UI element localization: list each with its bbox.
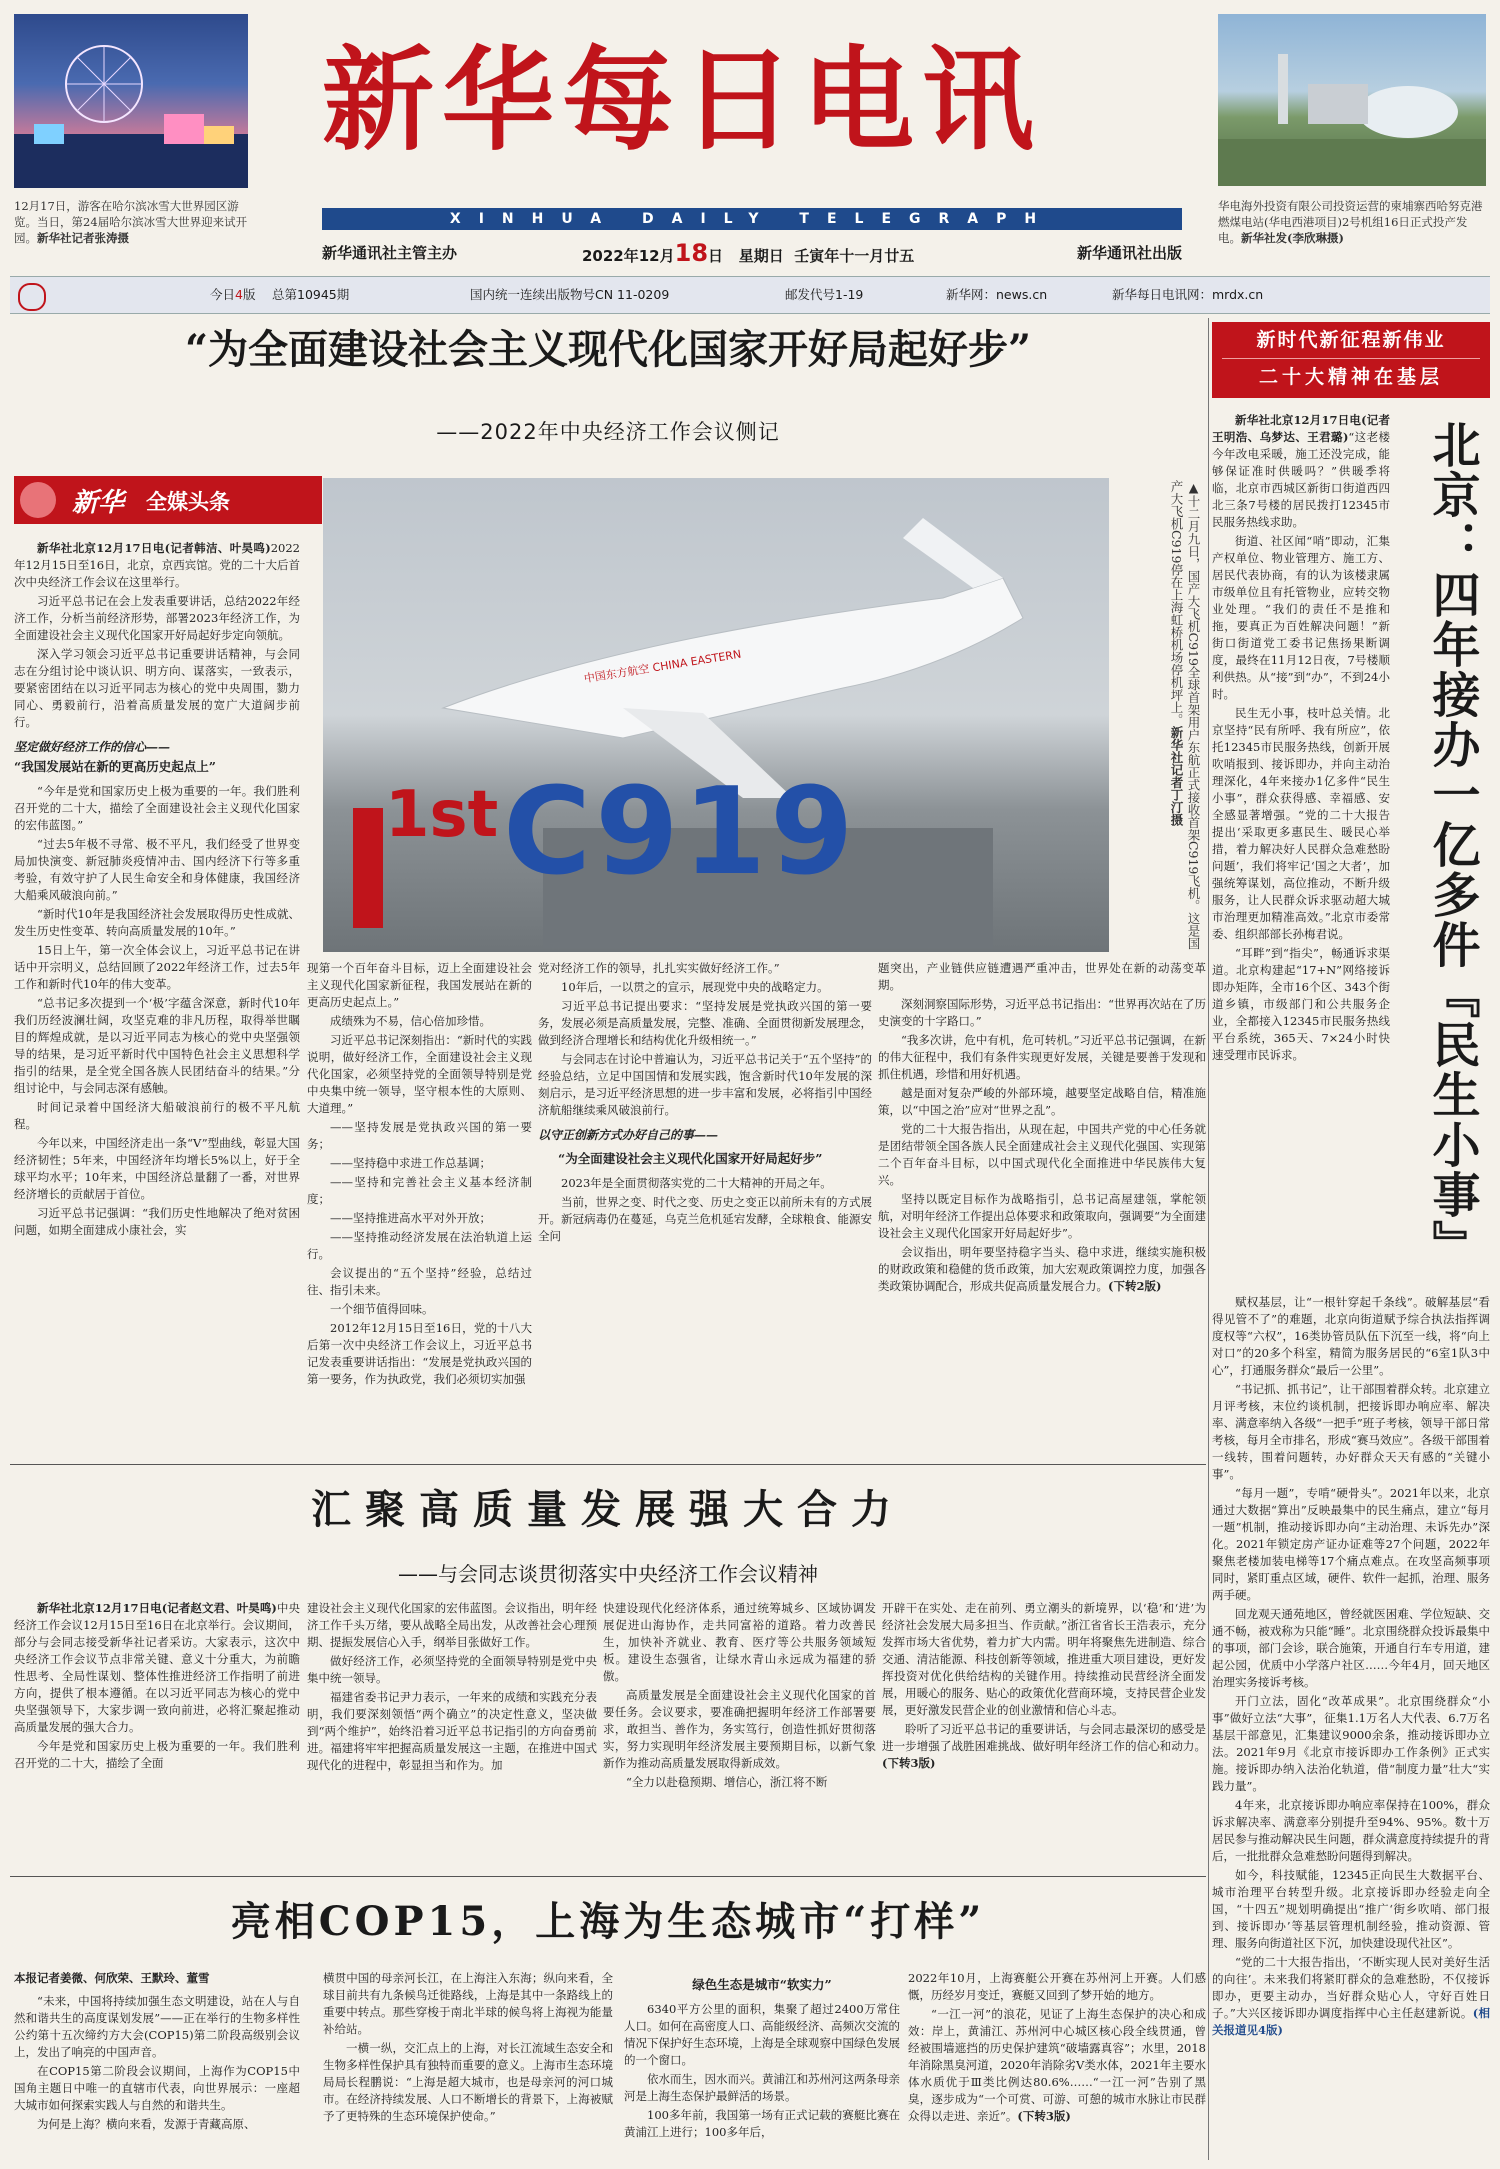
masthead-logo — [322, 26, 1182, 176]
info-post: 邮发代号1-19 — [785, 287, 864, 302]
left-masthead-caption: 12月17日，游客在哈尔滨冰雪大世界园区游览。当日，第24届哈尔滨冰雪大世界迎来试开园。新华社记者张涛摄 — [14, 199, 248, 245]
right-masthead-caption: 华电海外投资有限公司投资运营的柬埔寨西哈努克港燃煤电站(华电西港项目)2号机组16日正式投产发电。新华社发(李欣琳摄) — [1218, 199, 1483, 245]
masthead-dateline — [322, 238, 1182, 268]
lead-sec2-title: “为全面建设社会主义现代化国家开好局起好步” — [558, 1151, 823, 1166]
second-column-1: 新华社北京12月17日电(记者赵文君、叶昊鸣)中央经济工作会议12月15日至16日在北京举行。会议期间，部分与会同志接受新华社记者采访。大家表示，这次中央经济工作会议节点非常关键、意义十分重大，为前瞻性思考、全局性谋划、整体性推进经济工作指明了前进方向，提供了根本遵循。在以习近平同志为核心的党中央坚强领导下，大家步调一致向前进，必将汇聚起推动高质量发展的强大合力。 今年是党和国家历史上极为重要的一年。我们胜利召开党的二十大，描绘了全面 — [14, 1601, 300, 1770]
sidebar-banner-line1: 新时代新征程新伟业 — [1222, 322, 1480, 359]
second-subhead: ——与会同志谈贯彻落实中央经济工作会议精神 — [398, 1562, 818, 1586]
third-jump-link[interactable]: (下转3版) — [1017, 2109, 1071, 2123]
c919-photo — [323, 478, 1109, 952]
third-column-1: 本报记者姜微、何欣荣、王默玲、董雪 “未来，中国将持续加强生态文明建设，站在人与自然和谐共生的高度谋划发展”——正在举行的生物多样性公约第十五次缔约方大会(COP15)第二阶段高级别会议上，发出了响亮的中国声音。 在COP15第二阶段会议期间，上海作为COP15中国角主题日中唯一的直辖市代表，向世界展示：一座超大城市如何探索实践人与自然的和谐共生。 为何是上海？横向来看，发源于青藏高原、 — [14, 1971, 300, 2131]
info-today: 今日4版 — [210, 287, 256, 302]
lead-column-2: 现第一个百年奋斗目标，迈上全面建设社会主义现代化国家新征程，我国发展站在新的更高历史起点上。” 成绩殊为不易，信心倍加珍惜。 习近平总书记深刻指出：“新时代的实践说明，做好经济工作，全面建设社会主义现代化国家，必须坚持党的全面领导特别是党中央集中统一领导，坚守根本性的大原则、大道理。” ——坚持发展是党执政兴国的第一要务； ——坚持稳中求进工作总基调； ——坚持和完善社会主义基本经济制度； ——坚持推进高水平对外开放； ——坚持推动经济发展在法治轨道上运行。 会议提出的“五个坚持”经验，总结过往、指引未来。 一个细节值得回味。 2012年12月15日至16日，党的十八大后第一次中央经济工作会议上，习近平总书记发表重要讲话指出：“发展是党执政兴国的第一要务，作为执政党，我们必须切实加强 — [307, 961, 532, 1386]
lead-headline: “为全面建设社会主义现代化国家开好局起好步” — [184, 326, 1031, 373]
sidebar-headline: 北京：四年接办一亿多件『民生小事』 — [1424, 420, 1480, 1270]
sidebar-column-bottom: 赋权基层，让“一根针穿起千条线”。破解基层“看得见管不了”的难题，北京向街道赋予综合执法指挥调度权等“六权”，16类协管员队伍下沉至一线，将“向上对口”的20多个科室，精简为服务居民的“6室1队3中心”，打通服务群众“最后一公里”。 “书记抓、抓书记”，让干部围着群众转。北京建立月评考核，末位约谈机制，把接诉即办响应率、解决率、满意率纳入各级“一把手”班子考核，领导干部日常考核，每月全市排名，形成“赛马效应”。各级干部围着一线转，围着问题转，办好群众天天有感的“关键小事”。 “每月一题”，专啃“硬骨头”。2021年以来，北京通过大数据“算出”反映最集中的民生痛点，建立“每月一题”机制，推动接诉即办向“主动治理、未诉先办”深化。2021年锁定房产证办证难等27个问题，2022年聚焦老楼加装电梯等17个痛点难点。在攻坚高频事项同时，紧盯重点区域，硬件、软件一起抓，治理、服务两手硬。 回龙观天通苑地区，曾经就医困难、学位短缺、交通不畅，被戏称为只能“睡”。北京围绕群众投诉最集中的事项，部门会诊，联合施策，开通自行车专用道，建起公园，优质中小学落户社区……今年4月，回天地区治理实务接诉考核。 开门立法，固化“改革成果”。北京围绕群众“小事”做好立法“大事”，征集1.1万名人大代表、6.7万名基层干部意见，汇集建议9000余条，推动接诉即办立法。2021年9月《北京市接诉即办工作条例》正式实施。接诉即办纳入法治化轨道，借“制度力量”壮大“实践力量”。 4年来，北京接诉即办响应率保持在100%，群众诉求解决率、满意率分别提升至94%、95%。数十万居民参与推动解决民生问题，群众满意度持续提升的背后，一批批群众急难愁盼问题得到解决。 如今，科技赋能，12345正向民生大数据平台、城市治理平台转型升级。北京接诉即办经验走向全国，“十四五”规划明确提出“推广‘街乡吹哨、部门报到、接诉即办’等基层管理机制经验，推动资源、管理、服务向街道社区下沉，加快建设现代社区”。 “党的二十大报告指出，‘不断实现人民对美好生活的向往’。未来我们将紧盯群众的急难愁盼，不仅接诉即办，更要主动办，当好群众贴心人，守好百姓日子。”大兴区接诉即办调度指挥中心主任赵建新说。(相关报道见4版) — [1212, 1295, 1490, 2037]
badge-brand: 新华 — [72, 488, 125, 518]
second-headline: 汇聚高质量发展强大合力 — [311, 1486, 905, 1533]
c919-photo-caption: ▲十二月九日，国产大飞机C919全球首架用户东航正式接收首架C919飞机。这是国产大飞机C919停在上海虹桥机场停机坪上。新华社记者丁汀摄 — [1169, 480, 1201, 950]
c919-banner-first: 1st — [385, 778, 499, 852]
divider-1 — [10, 1464, 1206, 1465]
second-column-4: 开辟干在实处、走在前列、勇立潮头的新境界，以‘稳’和‘进’为经济社会发展大局多担当、作贡献。”浙江省省长王浩表示，充分发挥市场大省优势，着力扩大内需。明年将聚焦先进制造、综合交通、清洁能源、科技创新等领域，推进重大项目建设，更好发挥投资对优化供给结构的关键作用。持续推动民营经济全面发展，用暖心的服务、贴心的政策优化营商环境，支持民营企业发展，更好激发民营企业的创业激情和信心斗志。 聆听了习近平总书记的重要讲话，与会同志最深切的感受是进一步增强了战胜困难挑战、做好明年经济工作的信心和动力。(下转3版) — [882, 1601, 1206, 1770]
info-mweb: 新华每日电讯网：mrdx.cn — [1112, 287, 1264, 302]
lead-sec1-label: 坚定做好经济工作的信心—— — [14, 740, 171, 754]
c919-banner-model: C919 — [503, 763, 858, 902]
lead-sec1-title: “我国发展站在新的更高历史起点上” — [14, 759, 216, 774]
lead-badge — [14, 476, 322, 524]
sidebar-column-top: 新华社北京12月17日电(记者王明浩、乌梦达、王君璐)“这老楼今年改电采暖，施工还没完成，能够保证准时供暖吗？”供暖季将临，北京市西城区新街口街道西四北三条7号楼的居民拨打12345市民服务热线求助。 街道、社区闻“哨”即动，汇集产权单位、物业管理方、施工方、居民代表协商，有的认为该楼隶属市级单位且有托管物业，应转交物业处理。“我们的责任不是推和拖，要真正为百姓解决问题！”新街口街道党工委书记焦扬果断调度，最终在11月12日夜，7号楼顺利供热。从“接”到“办”，不到24小时。 民生无小事，枝叶总关情。北京坚持“民有所呼、我有所应”，依托12345市民服务热线，创新开展吹哨报到、接诉即办，并向主动治理深化，4年来接办1亿多件“民生小事”，群众获得感、幸福感、安全感显著增强。“党的二十大报告提出‘采取更多惠民生、暖民心举措，着力解决好人民群众急难愁盼问题’，我们将牢记‘国之大者’，加强统筹谋划，高位推动，不断升级服务，让人民群众诉求驱动超大城市治理更加精准高效。”北京市委常委、组织部部长孙梅君说。 “耳畔”到“指尖”，畅通诉求渠道。北京构建起“17+N”网络接诉即办矩阵，全市16个区、343个街道乡镇，市级部门和公共服务企业，全都接入12345市民服务热线平台系统，365天、7×24小时快速受理市民诉求。 — [1212, 413, 1390, 1062]
third-byline: 本报记者姜微、何欣荣、王默玲、董雪 — [14, 1971, 210, 1985]
second-column-2: 建设社会主义现代化国家的宏伟蓝图。会议指出，明年经济工作千头万绪，要从战略全局出发，从改善社会心理预期、提振发展信心入手，纲举目张做好工作。 做好经济工作，必须坚持党的全面领导特别是党中央集中统一领导。 福建省委书记尹力表示，一年来的成绩和实践充分表明，我们要深刻领悟“两个确立”的决定性意义，坚决做到“两个维护”，始终沿着习近平总书记指引的方向奋勇前进。福建将牢牢把握高质量发展这一主题，在推进中国式现代化的进程中，彰显担当和作为。加 — [307, 1601, 597, 1772]
badge-logo-icon — [20, 482, 56, 518]
lead-sec2-label: 以守正创新方式办好自己的事—— — [538, 1128, 719, 1142]
masthead-title: 新华每日电讯 — [322, 35, 1042, 166]
sidebar-banner-line2: 二十大精神在基层 — [1258, 366, 1443, 388]
info-cn: 国内统一连续出版物号CN 11-0209 — [470, 287, 670, 302]
masthead-publisher: 新华通讯社出版 — [1076, 244, 1182, 262]
info-web: 新华网：news.cn — [946, 287, 1048, 302]
info-bar — [10, 276, 1490, 314]
third-subtitle: 绿色生态是城市“软实力” — [692, 1977, 832, 1992]
badge-text: 全媒头条 — [146, 489, 230, 514]
lead-jump-link[interactable]: (下转2版) — [1108, 1279, 1162, 1293]
lead-subhead: ——2022年中央经济工作会议侧记 — [436, 420, 780, 444]
sidebar-banner — [1212, 322, 1490, 398]
sidebar-divider — [1208, 318, 1209, 2160]
lead-column-3: 党对经济工作的领导，扎扎实实做好经济工作。” 10年后，一以贯之的宣示，展现党中央的战略定力。 习近平总书记提出要求：“坚持发展是党执政兴国的第一要务，发展必须是高质量发展，完整、准确、全面贯彻新发展理念，做到经济合理增长和结构优化升级相统一。” 与会同志在讨论中普遍认为，习近平总书记关于“五个坚持”的经验总结，立足中国国情和发展实践，饱含新时代10年发展的深刻启示，是习近平经济思想的进一步丰富和发展，必将指引中国经济航船继续乘风破浪前行。 以守正创新方式办好自己的事—— “为全面建设社会主义现代化国家开好局起好步” 2023年是全面贯彻落实党的二十大精神的开局之年。 当前，世界之变、时代之变、历史之变正以前所未有的方式展开。新冠病毒仍在蔓延，乌克兰危机延宕发酵，全球粮食、能源安全问 — [538, 961, 872, 1243]
c919-plane-livery: 中国东方航空 CHINA EASTERN — [583, 647, 743, 686]
info-issue: 总第10945期 — [272, 287, 350, 302]
masthead-date: 2022年12月18日 星期日 壬寅年十一月廿五 — [582, 239, 915, 267]
left-masthead-photo — [14, 14, 248, 188]
third-column-2: 横贯中国的母亲河长江，在上海注入东海；纵向来看，全球目前共有九条候鸟迁徙路线，上海是其中一条路线上的重要中转点。那些穿梭于南北半球的候鸟将上海视为能量补给站。 一横一纵，交汇点上的上海，对长江流域生态安全和生物多样性保护具有独特而重要的意义。上海市生态环境局局长程鹏说：“上海是超大城市，也是母亲河的河口城市。在经济持续发展、人口不断增长的背景下，上海被赋予了更特殊的生态环境保护使命。” — [323, 1971, 613, 2123]
right-masthead-photo — [1218, 14, 1486, 186]
masthead-pinyin-bar: XINHUA DAILY TELEGRAPH — [322, 208, 1182, 230]
sidebar-related-link[interactable]: (相关报道见4版) — [1212, 2006, 1490, 2037]
lead-column-1: 新华社北京12月17日电(记者韩洁、叶昊鸣)2022年12月15日至16日，北京，京西宾馆。党的二十大后首次中央经济工作会议在这里举行。 习近平总书记在会上发表重要讲话，总结2022年经济工作，分析当前经济形势，部署2023年经济工作，为全面建设社会主义现代化国家开好局起好步定向领航。 深入学习领会习近平总书记重要讲话精神，与会同志在分组讨论中谈认识、明方向、谋落实，一致表示，要紧密团结在以习近平同志为核心的党中央周围，勠力同心、勇毅前行，沿着高质量发展的宽广大道阔步前行。 坚定做好经济工作的信心—— “我国发展站在新的更高历史起点上” “今年是党和国家历史上极为重要的一年。我们胜利召开党的二十大，描绘了全面建设社会主义现代化国家的宏伟蓝图。” “过去5年极不寻常、极不平凡，我们经受了世界变局加快演变、新冠肺炎疫情冲击、国内经济下行等多重考验，有效守护了人民生命安全和身体健康，我国经济大船乘风破浪向前。” “新时代10年是我国经济社会发展取得历史性成就、发生历史性变革、转向高质量发展的10年。” 15日上午，第一次全体会议上，习近平总书记在讲话中开宗明义，总结回顾了2022年经济工作，过去5年工作和新时代10年的伟大变革。 “总书记多次提到一个‘极’字蕴含深意，新时代10年我们历经波澜壮阔，攻坚克难的非凡历程，取得举世瞩目的辉煌成就，是以习近平同志为核心的党中央坚强领导的结果，是习近平新时代中国特色社会主义思想科学指引的结果，是全党全国各族人民团结奋斗的结果。”分组讨论中，与会同志深有感触。 时间记录着中国经济大船破浪前行的极不平凡航程。 今年以来，中国经济走出一条“V”型曲线，彰显大国经济韧性；5年来，中国经济年均增长5%以上，好于全球平均水平；10年来，中国经济总量翻了一番，对世界经济增长的贡献居于首位。 习近平总书记强调：“我们历史性地解决了绝对贫困问题，如期全面建成小康社会，实 — [14, 541, 300, 1237]
second-column-3: 快建设现代化经济体系，通过统筹城乡、区域协调发展促进山海协作，走共同富裕的道路。着力改善民生，加快补齐就业、教育、医疗等公共服务领域短板。建设生态强省，让绿水青山永远成为福建的骄傲。 高质量发展是全面建设社会主义现代化国家的首要任务。会议要求，要准确把握明年经济工作部署要求，敢担当、善作为，务实笃行，创造性抓好贯彻落实，努力实现明年经济发展主要预期目标，以新气象新作为推动高质量发展取得新成效。 “全力以赴稳预期、增信心，浙江将不断 — [603, 1601, 876, 1789]
xinhua-logo-icon — [18, 283, 46, 311]
ferris-wheel-icon — [14, 14, 248, 188]
lead-column-4: 题突出，产业链供应链遭遇严重冲击，世界处在新的动荡变革期。 深刻洞察国际形势，习近平总书记指出：“世界再次站在了历史演变的十字路口。” “我多次讲，危中有机，危可转机。”习近平总书记强调，在新的伟大征程中，我们有条件实现更好发展，关键是要善于发现和抓住机遇，珍惜和用好机遇。 越是面对复杂严峻的外部环境，越要坚定战略自信，精准施策，以“中国之治”应对“世界之乱”。 党的二十大报告指出，从现在起，中国共产党的中心任务就是团结带领全国各族人民全面建成社会主义现代化强国、实现第二个百年奋斗目标，以中国式现代化全面推进中华民族伟大复兴。 坚持以既定目标作为战略指引，总书记高屋建瓴，掌舵领航，对明年经济工作提出总体要求和政策取向，强调要“为全面建设社会主义现代化国家开好局起好步”。 会议指出，明年要坚持稳字当头、稳中求进，继续实施积极的财政政策和稳健的货币政策，加大宏观政策调控力度，加强各类政策协调配合，形成共促高质量发展合力。(下转2版) — [878, 961, 1206, 1293]
masthead-sponsor: 新华通讯社主管主办 — [322, 244, 458, 262]
divider-2 — [10, 1876, 1206, 1877]
third-column-3: 绿色生态是城市“软实力” 6340平方公里的面积，集聚了超过2400万常住人口。如何在高密度人口、高能级经济、高频次交流的情况下保护好生态环境，上海是全球观察中国绿色发展的一个窗口。 依水而生，因水而兴。黄浦江和苏州河这两条母亲河是上海生态保护最鲜活的场景。 100多年前，我国第一场有正式记载的赛艇比赛在黄浦江上进行；100多年后， — [624, 1977, 900, 2139]
third-headline: 亮相COP15，上海为生态城市“打样” — [230, 1898, 986, 1945]
second-jump-link[interactable]: (下转3版) — [882, 1756, 936, 1770]
power-plant-icon — [1218, 14, 1486, 186]
third-column-4: 2022年10月，上海赛艇公开赛在苏州河上开赛。人们感慨，历经岁月变迁，赛艇又回到了梦开始的地方。 “一江一河”的浪花，见证了上海生态保护的决心和成效：岸上，黄浦江、苏州河中心城区核心段全线贯通，曾经被围墙遮挡的历史保护建筑“破墙露真容”；水里，2018年消除黑臭河道，2020年消除劣Ⅴ类水体，2021年主要水体水质优于Ⅲ类比例达80.6%……“一江一河”告别了黑臭，逐步成为“一个可赏、可游、可憩的城市水脉让市民群众得以走进、亲近”。(下转3版) — [908, 1971, 1206, 2123]
